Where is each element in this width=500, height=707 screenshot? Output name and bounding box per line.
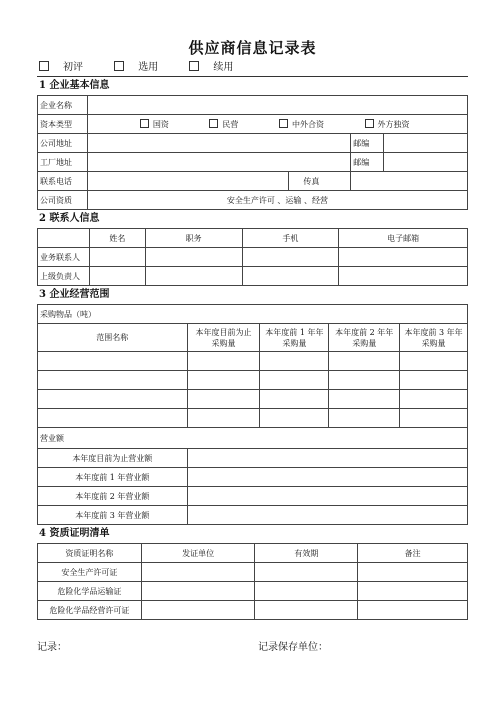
option-state-owned[interactable]: 国资 xyxy=(140,120,169,129)
scope-table xyxy=(37,304,468,525)
table-cell[interactable] xyxy=(329,371,400,390)
header-purchase-minus-2: 本年度前 2 年年 采购量 xyxy=(329,324,400,352)
table-cell[interactable] xyxy=(400,352,468,371)
table-cell[interactable] xyxy=(38,352,188,371)
label-postcode: 邮编 xyxy=(351,134,384,153)
certificates-table xyxy=(37,543,468,620)
checkbox-icon[interactable] xyxy=(140,119,149,128)
checkbox-icon[interactable] xyxy=(39,61,49,71)
option-select[interactable]: 选用 xyxy=(114,62,172,73)
table-cell[interactable] xyxy=(260,371,329,390)
revenue-field[interactable] xyxy=(187,487,467,506)
header-email: 电子邮箱 xyxy=(339,229,468,248)
contacts-table xyxy=(37,228,468,286)
table-cell[interactable] xyxy=(255,582,358,601)
revenue-label-minus-3: 本年度前 3 年营业额 xyxy=(38,506,188,525)
table-cell[interactable] xyxy=(187,390,260,409)
option-renew[interactable]: 续用 xyxy=(189,62,247,73)
table-cell[interactable] xyxy=(400,371,468,390)
table-cell[interactable] xyxy=(329,409,400,428)
revenue-label-minus-1: 本年度前 1 年营业额 xyxy=(38,468,188,487)
label-company-address: 公司地址 xyxy=(38,134,88,153)
label-postcode: 邮编 xyxy=(351,153,384,172)
header-purchase-minus-3: 本年度前 3 年年 采购量 xyxy=(400,324,468,352)
qualification-field[interactable]: 安全生产许可 、运输 、经营 xyxy=(87,191,467,210)
table-cell[interactable] xyxy=(339,267,468,286)
header-position: 职务 xyxy=(145,229,242,248)
table-cell[interactable] xyxy=(141,563,255,582)
checkbox-icon[interactable] xyxy=(189,61,199,71)
company-name-field[interactable] xyxy=(87,96,467,115)
label-phone: 联系电话 xyxy=(38,172,88,191)
option-private[interactable]: 民营 xyxy=(209,120,238,129)
basic-info-table xyxy=(37,95,468,210)
table-cell[interactable] xyxy=(187,409,260,428)
label-company-name: 企业名称 xyxy=(38,96,88,115)
revenue-field[interactable] xyxy=(187,468,467,487)
section-contacts-heading: 2 联系人信息 xyxy=(39,213,100,224)
header-issuer: 发证单位 xyxy=(141,544,255,563)
table-cell[interactable] xyxy=(358,563,468,582)
factory-address-field[interactable] xyxy=(87,153,350,172)
table-cell[interactable] xyxy=(141,601,255,620)
table-cell[interactable] xyxy=(255,563,358,582)
header-validity: 有效期 xyxy=(255,544,358,563)
label-capital-type: 资本类型 xyxy=(38,115,88,134)
table-cell[interactable] xyxy=(141,582,255,601)
revenue-field[interactable] xyxy=(187,506,467,525)
table-cell[interactable] xyxy=(255,601,358,620)
table-cell[interactable] xyxy=(38,371,188,390)
record-label: 记录： xyxy=(37,642,67,653)
option-joint-venture[interactable]: 中外合资 xyxy=(279,120,324,129)
label-purchase-items: 采购物品（吨） xyxy=(38,305,468,324)
form-title: 供应商信息记录表 xyxy=(188,39,317,57)
row-label-business-contact: 业务联系人 xyxy=(38,248,90,267)
table-cell[interactable] xyxy=(329,390,400,409)
table-cell[interactable] xyxy=(260,390,329,409)
table-cell[interactable] xyxy=(89,248,145,267)
table-row xyxy=(38,352,468,371)
table-row xyxy=(38,390,468,409)
table-row xyxy=(38,409,468,428)
fax-field[interactable] xyxy=(351,172,468,191)
section-certificates-heading: 4 资质证明清单 xyxy=(39,528,110,539)
table-cell[interactable] xyxy=(339,248,468,267)
header-purchase-minus-1: 本年度前 1 年年 采购量 xyxy=(260,324,329,352)
table-cell[interactable] xyxy=(400,390,468,409)
row-label-supervisor: 上级负责人 xyxy=(38,267,90,286)
header-cert-name: 资质证明名称 xyxy=(38,544,142,563)
label-factory-address: 工厂地址 xyxy=(38,153,88,172)
label-fax: 传真 xyxy=(289,172,351,191)
table-cell[interactable] xyxy=(145,248,242,267)
label-revenue: 营业额 xyxy=(38,428,468,449)
header-name: 姓名 xyxy=(89,229,145,248)
table-cell[interactable] xyxy=(38,409,188,428)
table-cell[interactable] xyxy=(187,352,260,371)
header-purchase-current: 本年度目前为止 采购量 xyxy=(187,324,260,352)
revenue-field[interactable] xyxy=(187,449,467,468)
table-cell[interactable] xyxy=(358,582,468,601)
cert-hazchem-transport: 危险化学品运输证 xyxy=(38,582,142,601)
table-cell[interactable] xyxy=(145,267,242,286)
header-range-name: 范围名称 xyxy=(38,324,188,352)
table-cell[interactable] xyxy=(38,390,188,409)
phone-field[interactable] xyxy=(87,172,288,191)
company-postcode-field[interactable] xyxy=(384,134,468,153)
header-remarks: 备注 xyxy=(358,544,468,563)
header-mobile: 手机 xyxy=(242,229,339,248)
table-cell[interactable] xyxy=(187,371,260,390)
section-basic-info-heading: 1 企业基本信息 xyxy=(39,80,110,91)
form-page xyxy=(37,38,468,620)
company-address-field[interactable] xyxy=(87,134,350,153)
capital-type-options xyxy=(87,115,467,134)
section-scope-heading: 3 企业经营范围 xyxy=(39,289,110,300)
revenue-label-current: 本年度目前为止营业额 xyxy=(38,449,188,468)
table-cell[interactable] xyxy=(329,352,400,371)
label-qualification: 公司资质 xyxy=(38,191,88,210)
cert-hazchem-business: 危险化学品经营许可证 xyxy=(38,601,142,620)
evaluation-options xyxy=(37,60,468,77)
factory-postcode-field[interactable] xyxy=(384,153,468,172)
table-cell[interactable] xyxy=(89,267,145,286)
checkbox-icon[interactable] xyxy=(365,119,374,128)
table-cell[interactable] xyxy=(358,601,468,620)
checkbox-icon[interactable] xyxy=(279,119,288,128)
record-keeper-label: 记录保存单位： xyxy=(258,642,328,653)
table-cell[interactable] xyxy=(400,409,468,428)
option-initial[interactable]: 初评 xyxy=(39,62,97,73)
table-cell[interactable] xyxy=(242,267,339,286)
revenue-label-minus-2: 本年度前 2 年营业额 xyxy=(38,487,188,506)
checkbox-icon[interactable] xyxy=(209,119,218,128)
table-row xyxy=(38,371,468,390)
cert-safety-production: 安全生产许可证 xyxy=(38,563,142,582)
checkbox-icon[interactable] xyxy=(114,61,124,71)
table-cell[interactable] xyxy=(260,409,329,428)
option-foreign-owned[interactable]: 外方独资 xyxy=(365,120,410,129)
table-cell[interactable] xyxy=(242,248,339,267)
table-cell[interactable] xyxy=(260,352,329,371)
